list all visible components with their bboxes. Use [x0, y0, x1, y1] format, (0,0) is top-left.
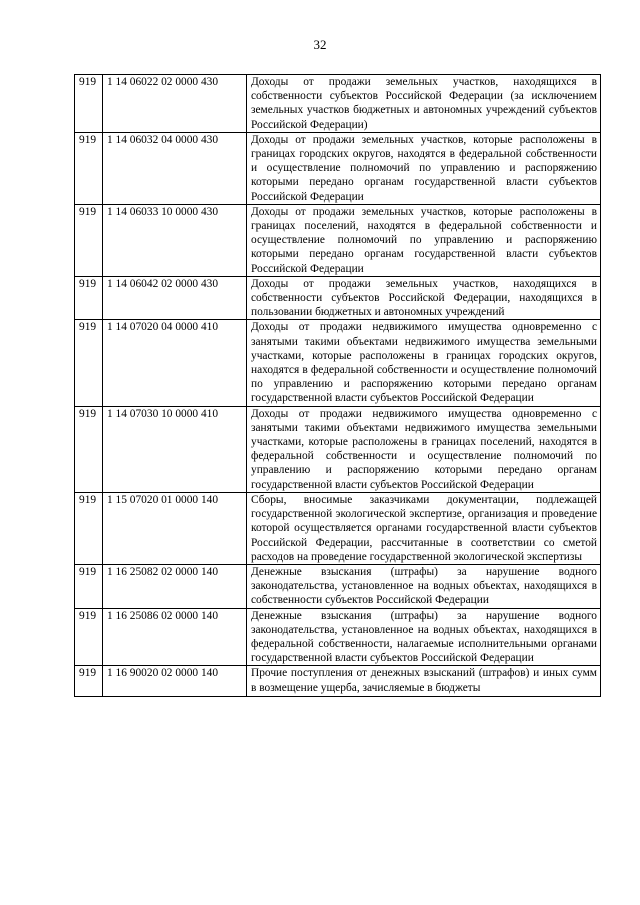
admin-code-cell: 919 [75, 132, 103, 204]
budget-code-cell: 1 16 25082 02 0000 140 [103, 564, 247, 608]
budget-code-cell: 1 14 07030 10 0000 410 [103, 406, 247, 492]
page-number: 32 [313, 37, 327, 52]
budget-code-cell: 1 14 06042 02 0000 430 [103, 276, 247, 320]
description-cell: Прочие поступления от денежных взысканий (штрафов) и иных сумм в возмещение ущерба, зачисляемые в бюджеты [247, 666, 601, 697]
table-row [75, 276, 601, 320]
description-cell: Доходы от продажи земельных участков, находящихся в собственности субъектов Российской Федерации (за исключением земельных участков бюджетных и автономных учреждений субъектов Российской Федерации) [247, 75, 601, 133]
admin-code-cell: 919 [75, 492, 103, 564]
budget-code-cell: 1 14 07020 04 0000 410 [103, 320, 247, 406]
description-cell: Доходы от продажи недвижимого имущества одновременно с занятыми такими объектами недвижимого имущества земельными участками, которые расположены в границах городских округов, находятся в федеральной собственности и осуществление полномочий по управлению и распоряжению которыми передано органам государственной власти субъектов Российской Федерации [247, 320, 601, 406]
admin-code-cell: 919 [75, 204, 103, 276]
table-row [75, 564, 601, 608]
description-cell: Сборы, вносимые заказчиками документации, подлежащей государственной экологической экспертизе, организация и проведение которой осуществляется органами государственной власти субъектов Российской Федерации, рассчитанные в соответствии со сметой расходов на проведение государственной экологической экспертизы [247, 492, 601, 564]
admin-code-cell: 919 [75, 75, 103, 133]
description-cell: Доходы от продажи земельных участков, которые расположены в границах городских округов, находятся в федеральной собственности и осуществление полномочий по управлению и распоряжению которыми передано органам государственной власти субъектов Российской Федерации [247, 132, 601, 204]
admin-code-cell: 919 [75, 276, 103, 320]
admin-code-cell: 919 [75, 320, 103, 406]
budget-code-cell: 1 15 07020 01 0000 140 [103, 492, 247, 564]
budget-code-cell: 1 14 06022 02 0000 430 [103, 75, 247, 133]
description-cell: Доходы от продажи недвижимого имущества одновременно с занятыми такими объектами недвижимого имущества земельными участками, которые расположены в границах поселений, находятся в федеральной собственности и осуществление полномочий по управлению и распоряжению которыми передано органам государственной власти субъектов Российской Федерации [247, 406, 601, 492]
budget-code-cell: 1 14 06032 04 0000 430 [103, 132, 247, 204]
table-row [75, 132, 601, 204]
table-row [75, 608, 601, 666]
description-cell: Доходы от продажи земельных участков, которые расположены в границах поселений, находятся в федеральной собственности и осуществление полномочий по управлению и распоряжению которыми передано органам государственной власти субъектов Российской Федерации [247, 204, 601, 276]
table-row [75, 666, 601, 697]
budget-code-cell: 1 14 06033 10 0000 430 [103, 204, 247, 276]
table-row [75, 492, 601, 564]
budget-code-cell: 1 16 25086 02 0000 140 [103, 608, 247, 666]
table-row [75, 204, 601, 276]
description-cell: Денежные взыскания (штрафы) за нарушение водного законодательства, установленное на водных объектах, находящихся в собственности субъектов Российской Федерации [247, 564, 601, 608]
admin-code-cell: 919 [75, 564, 103, 608]
admin-code-cell: 919 [75, 666, 103, 697]
table-row [75, 406, 601, 492]
description-cell: Денежные взыскания (штрафы) за нарушение водного законодательства, установленное на водных объектах, находящихся в федеральной собственности, налагаемые исполнительными органами государственной власти субъектов Российской Федерации [247, 608, 601, 666]
table-row [75, 320, 601, 406]
table-row [75, 75, 601, 133]
admin-code-cell: 919 [75, 406, 103, 492]
admin-code-cell: 919 [75, 608, 103, 666]
revenue-codes-table [74, 74, 601, 697]
description-cell: Доходы от продажи земельных участков, находящихся в собственности субъектов Российской Федерации, находящихся в пользовании бюджетных и автономных учреждений [247, 276, 601, 320]
budget-code-cell: 1 16 90020 02 0000 140 [103, 666, 247, 697]
